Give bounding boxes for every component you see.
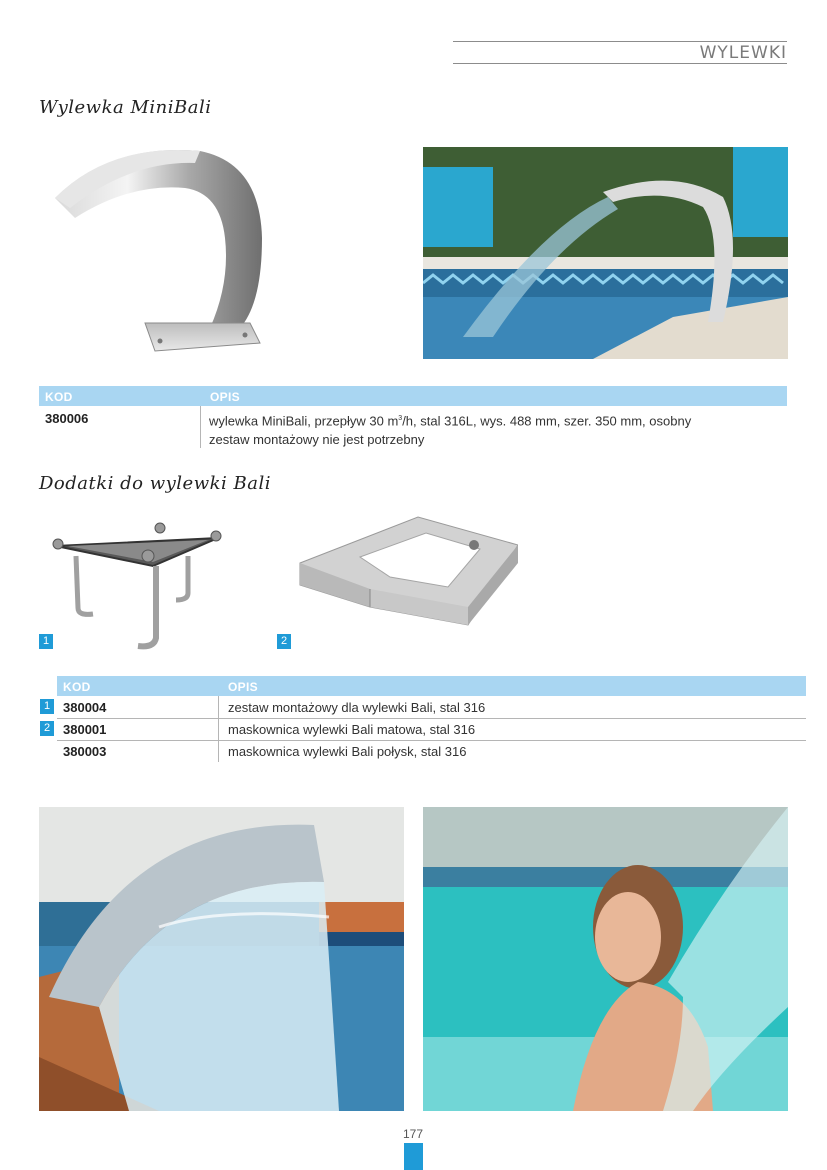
table-divider — [218, 696, 219, 762]
section-title-accessories: Dodatki do wylewki Bali — [39, 473, 271, 494]
mounting-kit-image — [48, 518, 228, 653]
table-divider — [200, 406, 201, 448]
col-header-opis: OPIS — [210, 390, 240, 404]
row-badge-2: 2 — [40, 721, 54, 736]
accessory-desc-row-3: maskownica wylewki Bali połysk, stal 316 — [228, 744, 467, 759]
row-separator — [57, 740, 806, 741]
accessory-code-row-3: 380003 — [63, 744, 107, 759]
accessory-code-row-1: 380004 — [63, 700, 107, 715]
col-header-opis: OPIS — [228, 680, 258, 694]
accessory-desc-row-2: maskownica wylewki Bali matowa, stal 316 — [228, 722, 476, 737]
accessory-code-row-2: 380001 — [63, 722, 107, 737]
page-tab-marker — [404, 1143, 423, 1170]
accessory-badge-1: 1 — [39, 634, 53, 649]
table-minibali-header — [39, 386, 787, 406]
col-header-kod: KOD — [63, 680, 91, 694]
table-accessories-header — [57, 676, 806, 696]
desc-part-b: /h, stal 316L, wys. 488 mm, szer. 350 mm, osobny — [402, 413, 692, 429]
desc-part-a: wylewka MiniBali, przepływ 30 m — [209, 413, 399, 429]
row-separator — [57, 718, 806, 719]
minibali-pool-photo — [423, 147, 788, 359]
bali-waterfall-photo — [39, 807, 404, 1111]
accessory-badge-2: 2 — [277, 634, 291, 649]
desc-superscript: 3 — [398, 415, 403, 422]
chapter-title: WYLEWKI — [699, 43, 787, 63]
cover-frame-image — [298, 515, 518, 653]
minibali-product-image — [50, 143, 265, 358]
product-description — [209, 409, 784, 449]
desc-line-2: zestaw montażowy nie jest potrzebny — [209, 432, 425, 448]
header-rule-bottom — [453, 63, 787, 64]
header-rule-top — [453, 41, 787, 42]
row-badge-1: 1 — [40, 699, 54, 714]
woman-pool-photo — [423, 807, 788, 1111]
section-title-minibali: Wylewka MiniBali — [39, 97, 212, 118]
accessory-desc-row-1: zestaw montażowy dla wylewki Bali, stal 316 — [228, 700, 486, 715]
page-number: 177 — [403, 1127, 424, 1141]
product-code: 380006 — [45, 411, 89, 426]
col-header-kod: KOD — [45, 390, 73, 404]
